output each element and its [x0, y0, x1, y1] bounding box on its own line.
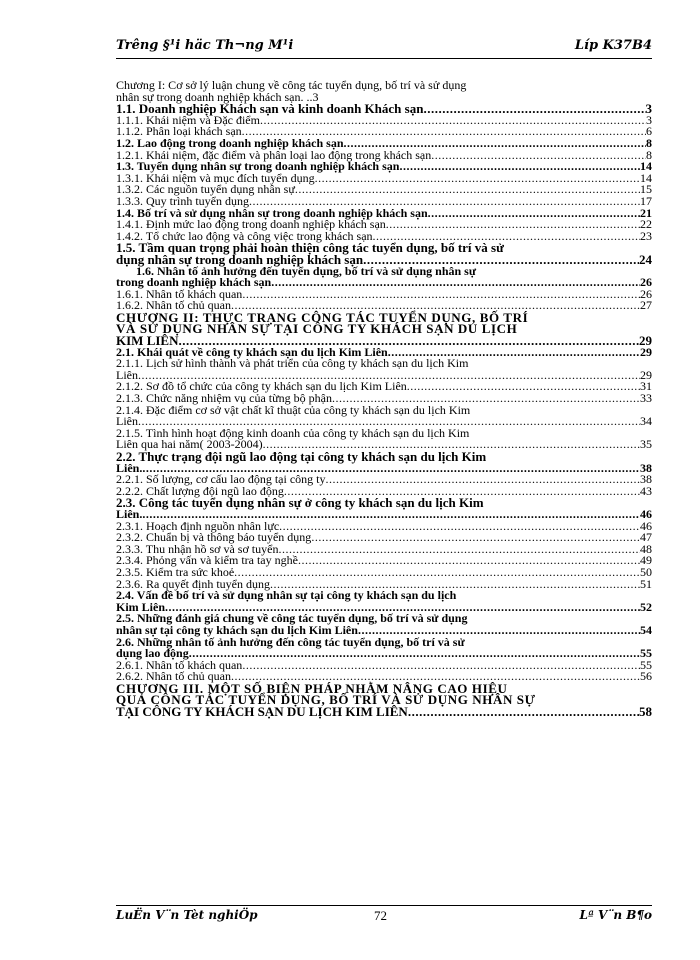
toc-entry[interactable]: Liên ..... 29: [116, 370, 652, 382]
toc-entry[interactable]: nhân sự tại công ty khách sạn du lịch Kim Liên ..... 54: [116, 625, 652, 637]
toc-entry[interactable]: 2.3.5. Kiểm tra sức khoẻ ..... 50: [116, 567, 652, 579]
toc-entry-head: 1.5. Tầm quan trọng phải hoàn thiện công tác tuyển dụng, bố trí và sử: [116, 240, 504, 256]
toc-entry[interactable]: 1.1. Doanh nghiệp Khách sạn và kinh doanh Khách sạn ..... 3: [116, 103, 652, 115]
toc-entry[interactable]: 2.6.1. Nhân tố khách quan ..... 55: [116, 660, 652, 672]
header-class: Líp K37B4: [574, 38, 652, 53]
toc-entry[interactable]: dụng nhân sự trong doanh nghiệp khách sạn ..... 24: [116, 254, 652, 266]
toc-entry[interactable]: 2.1. Khái quát về công ty khách sạn du lịch Kim Liên ..... 29: [116, 347, 652, 359]
toc-entry[interactable]: 1.3. Tuyển dụng nhân sự trong doanh nghiệp khách sạn ..... 14: [116, 161, 652, 173]
toc-entry[interactable]: Kim Liên ..... 52: [116, 602, 652, 614]
toc-entry[interactable]: 1.1.2. Phân loại khách sạn ..... 6: [116, 126, 652, 138]
toc-chapter-2-title: CHƯƠNG II: THỰC TRẠNG CÔNG TÁC TUYỂN DỤNG, BỐ TRÍ: [116, 309, 529, 325]
toc-entry[interactable]: 1.3.2. Các nguồn tuyển dụng nhân sự ..... 15: [116, 184, 652, 196]
toc-entry[interactable]: 2.2.1. Số lượng, cơ cấu lao động tại công ty ..... 38: [116, 474, 652, 486]
footer-rule: [116, 905, 652, 906]
page-number: 72: [374, 908, 387, 923]
toc-chapter-3-title: CHƯƠNG III. MỘT SỐ BIỆN PHÁP NHẰM NÂNG CAO HIỆU: [116, 680, 508, 696]
toc-entry[interactable]: 1.6.2. Nhân tố chủ quan ..... 27: [116, 300, 652, 312]
toc-entry-head: 2.4. Vấn đề bố trí và sử dụng nhân sự tại công ty khách sạn du lịch: [116, 588, 457, 603]
toc-entry[interactable]: Liên. ..... 46: [116, 509, 652, 521]
toc-entry[interactable]: 1.2. Lao động trong doanh nghiệp khách sạn ..... 8: [116, 138, 652, 150]
toc-entry[interactable]: 1.3.3. Quy trình tuyển dụng ..... 17: [116, 196, 652, 208]
toc-entry[interactable]: KIM LIÊN ..... 29: [116, 335, 652, 347]
toc-entry-head: 2.5. Những đánh giá chung về công tác tuyển dụng, bố trí và sử dụng: [116, 611, 468, 626]
toc-entry-head: 2.1.4. Đặc điểm cơ sở vật chất kĩ thuật của công ty khách sạn du lịch Kim: [116, 402, 471, 417]
toc-entry[interactable]: Liên qua hai năm( 2003-2004) ..... 35: [116, 439, 652, 451]
toc-chapter-3-title-cont: QUẢ CÔNG TÁC TUYỂN DỤNG, BỐ TRÍ VÀ SỬ DỤNG NHÂN SỰ: [116, 692, 536, 708]
toc-entry[interactable]: 1.4.2. Tổ chức lao động và công việc trong khách sạn ..... 23: [116, 231, 652, 243]
toc-entry[interactable]: 1.3.1. Khái niệm và mục đích tuyển dụng ..... 14: [116, 173, 652, 185]
toc-entry[interactable]: 2.1.2. Sơ đồ tổ chức của công ty khách sạn du lịch Kim Liên ..... 31: [116, 381, 652, 393]
toc-entry[interactable]: Liên. ..... 38: [116, 463, 652, 475]
toc-entry[interactable]: 1.2.1. Khái niệm, đặc điểm và phân loại lao động trong khách sạn ..... 8: [116, 150, 652, 162]
toc-chapter-1-title: Chương I: Cơ sở lý luận chung về công tác tuyển dụng, bố trí và sử dụng: [116, 78, 467, 92]
page-header: [116, 38, 652, 58]
toc-entry[interactable]: 1.4.1. Định mức lao động trong doanh nghiệp khách sạn ..... 22: [116, 219, 652, 231]
toc-entry[interactable]: TẠI CÔNG TY KHÁCH SẠN DU LỊCH KIM LIÊN ..... 58: [116, 706, 652, 718]
header-rule: [116, 58, 652, 59]
footer-author: Lª V¨n B¶o: [579, 908, 652, 922]
toc-chapter-2-title-cont: VÀ SỬ DỤNG NHÂN SỰ TẠI CÔNG TY KHÁCH SẠN DU LỊCH: [116, 321, 518, 337]
toc-entry-head: 2.3. Công tác tuyển dụng nhân sự ở công ty khách sạn du lịch Kim: [116, 495, 484, 511]
toc-entry[interactable]: trong doanh nghiệp khách sạn ..... 26: [116, 277, 652, 289]
footer-thesis-label: LuËn V¨n Tèt nghiÖp: [116, 908, 258, 922]
page-footer: [116, 908, 652, 928]
toc-entry-head: 2.1.1. Lịch sử hình thành và phát triển của công ty khách sạn du lịch Kim: [116, 356, 469, 371]
toc-entry[interactable]: 2.3.6. Ra quyết định tuyển dụng ..... 51: [116, 579, 652, 591]
toc-entry[interactable]: 1.1.1. Khái niệm và Đặc điểm ..... 3: [116, 115, 652, 127]
toc-entry[interactable]: 2.3.1. Hoạch định nguồn nhân lực ..... 46: [116, 521, 652, 533]
toc-entry[interactable]: 2.6.2. Nhân tố chủ quan ..... 56: [116, 671, 652, 683]
table-of-contents: [116, 80, 652, 718]
toc-entry[interactable]: 2.1.3. Chức năng nhiệm vụ của từng bộ phận ..... 33: [116, 393, 652, 405]
toc-entry[interactable]: 1.4. Bố trí và sử dụng nhân sự trong doanh nghiệp khách sạn ..... 21: [116, 208, 652, 220]
toc-entry-head: 2.6. Những nhân tố ảnh hưởng đến công tác tuyển dụng, bố trí và sử: [116, 634, 465, 649]
toc-entry[interactable]: 2.3.4. Phỏng vấn và kiểm tra tay nghề ..... 49: [116, 555, 652, 567]
toc-entry-head: 2.2. Thực trạng đội ngũ lao động tại công ty khách sạn du lịch Kim: [116, 449, 487, 464]
toc-entry-head: 1.6. Nhân tố ảnh hưởng đến tuyển dụng, bố trí và sử dụng nhân sự: [136, 263, 477, 278]
toc-entry[interactable]: dụng lao động ..... 55: [116, 648, 652, 660]
toc-entry[interactable]: 2.3.2. Chuẩn bị và thông báo tuyển dụng ..... 47: [116, 532, 652, 544]
toc-entry[interactable]: 2.2.2. Chất lượng đội ngũ lao động ..... 43: [116, 486, 652, 498]
toc-entry[interactable]: 2.3.3. Thu nhận hồ sơ và sơ tuyển ..... 48: [116, 544, 652, 556]
toc-chapter-1-title-cont: nhân sự trong doanh nghiệp khách sạn. ..3: [116, 89, 319, 104]
toc-entry-head: 2.1.5. Tình hình hoạt động kinh doanh của công ty khách sạn du lịch Kim: [116, 425, 470, 440]
toc-entry[interactable]: Liên ..... 34: [116, 416, 652, 428]
toc-entry[interactable]: 1.6.1. Nhân tố khách quan ..... 26: [116, 289, 652, 301]
header-school: Trêng §¹i häc Th¬ng M¹i: [116, 38, 294, 53]
